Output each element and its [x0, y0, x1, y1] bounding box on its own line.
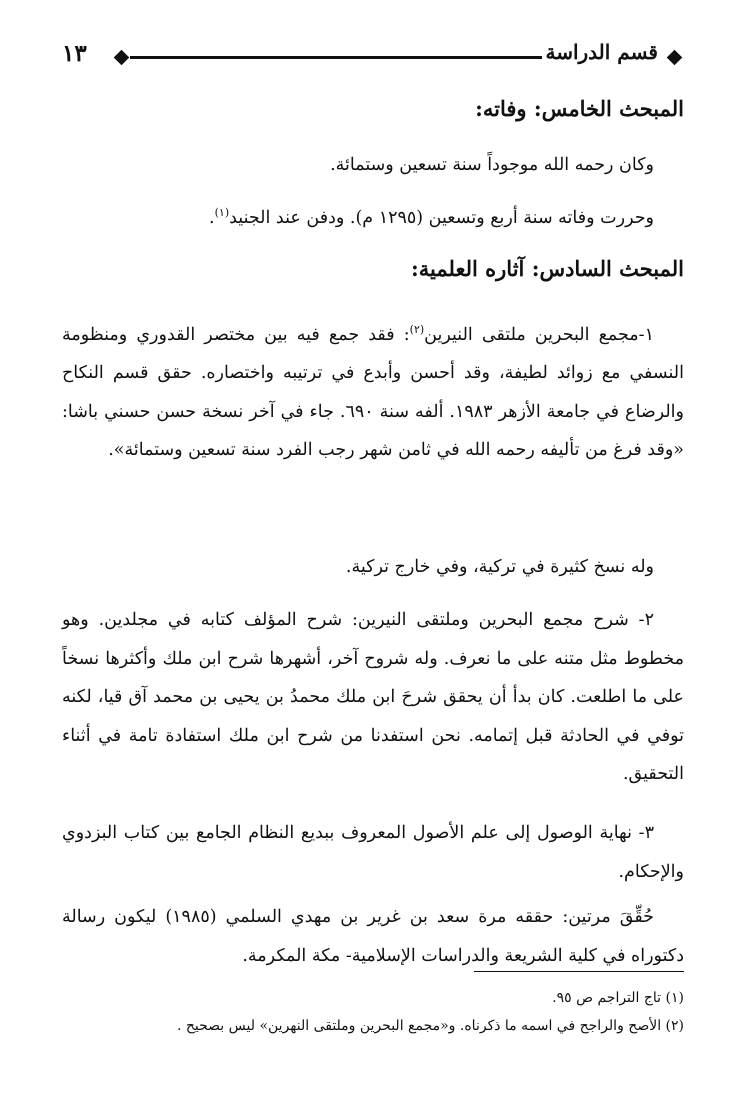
- running-header-title: قسم الدراسة: [545, 40, 658, 64]
- book-page: [62, 26, 684, 1076]
- diamond-ornament-right: [667, 50, 683, 66]
- item1-wrap: [62, 311, 684, 470]
- section5-paragraph-1: [62, 146, 654, 185]
- running-header: [62, 40, 684, 74]
- section5-paragraph-2: [62, 194, 654, 237]
- section6-heading: المبحث السادس: آثاره العلمية:: [411, 256, 684, 281]
- footnotes: [62, 984, 684, 1040]
- item3-paragraph: [62, 814, 684, 891]
- section5-p2-text: وحررت وفاته سنة أربع وتسعين (١٢٩٥ م). ودفن عند الجنيد: [229, 207, 654, 228]
- item1-note: وله نسخ كثيرة في تركية، وفي خارج تركية.: [345, 557, 654, 577]
- footnote-1: (١) تاج التراجم ص ٩٥.: [552, 990, 684, 1006]
- item1-paragraph: [62, 311, 684, 470]
- item1-rest: : فقد جمع فيه بين مختصر القدوري ومنظومة النسفي مع زوائد لطيفة، وقد أحسن وأبدع في ترتيبه واختصاره. حقق قسم النكاح والرضاع في جامعة الأزهر ١٩٨٣. ألفه سنة ٦٩٠. جاء في آخر نسخة حسن حسني باشا: «وقد فرغ من تأليفه رحمه الله في ثامن شهر رجب الفرد سنة تسعين وستمائة».: [62, 324, 684, 461]
- footnote-separator: [474, 971, 684, 972]
- item3-text: ٣- نهاية الوصول إلى علم الأصول المعروف ببديع النظام الجامع بين كتاب البزدوي والإحكام.: [62, 823, 684, 882]
- footnote-ref-2: (٢): [409, 323, 425, 336]
- footnote-2: (٢) الأصح والراجح في اسمه ما ذكرناه. و«مجمع البحرين وملتقى النهرين» ليس بصحيح .: [176, 1018, 684, 1034]
- item1-start: ١-مجمع البحرين ملتقى النيرين: [424, 324, 654, 345]
- item3-note: حُقِّقَ مرتين: حققه مرة سعد بن غرير بن مهدي السلمي (١٩٨٥) ليكون رسالة دكتوراه في كلية الشريعة والدراسات الإسلامية- مكة المكرمة.: [62, 907, 684, 966]
- item2-text: ٢- شرح مجمع البحرين وملتقى النيرين: شرح المؤلف كتابه في مجلدين. وهو مخطوط مثل متنه على ما نعرف. وله شروح آخر، أشهرها شرح ابن ملك وأكثرها نسخاً على ما اطلعت. كان بدأ أن يحقق شرحَ ابن ملك محمدُ بن يحيى بن محمد آق قيا، لكنه توفي في الحادثة قبل إتمامه. نحن استفدنا من شرح ابن ملك استفادة تامة في أثناء التحقيق.: [62, 610, 684, 784]
- section5-heading: المبحث الخامس: وفاته:: [475, 96, 684, 121]
- page-number: ١٣: [62, 40, 87, 67]
- section5-p1-text: وكان رحمه الله موجوداً سنة تسعين وستمائة.: [330, 155, 654, 175]
- section5-p2-wrap: [62, 194, 654, 237]
- footnote-ref-1: (١): [214, 206, 230, 219]
- item1-note-paragraph: [62, 548, 654, 587]
- item2-paragraph: [62, 601, 684, 794]
- section5-p2-end: .: [209, 207, 215, 228]
- item3-note-paragraph: [62, 898, 684, 975]
- header-rule: [130, 56, 542, 59]
- diamond-ornament-left: [114, 50, 130, 66]
